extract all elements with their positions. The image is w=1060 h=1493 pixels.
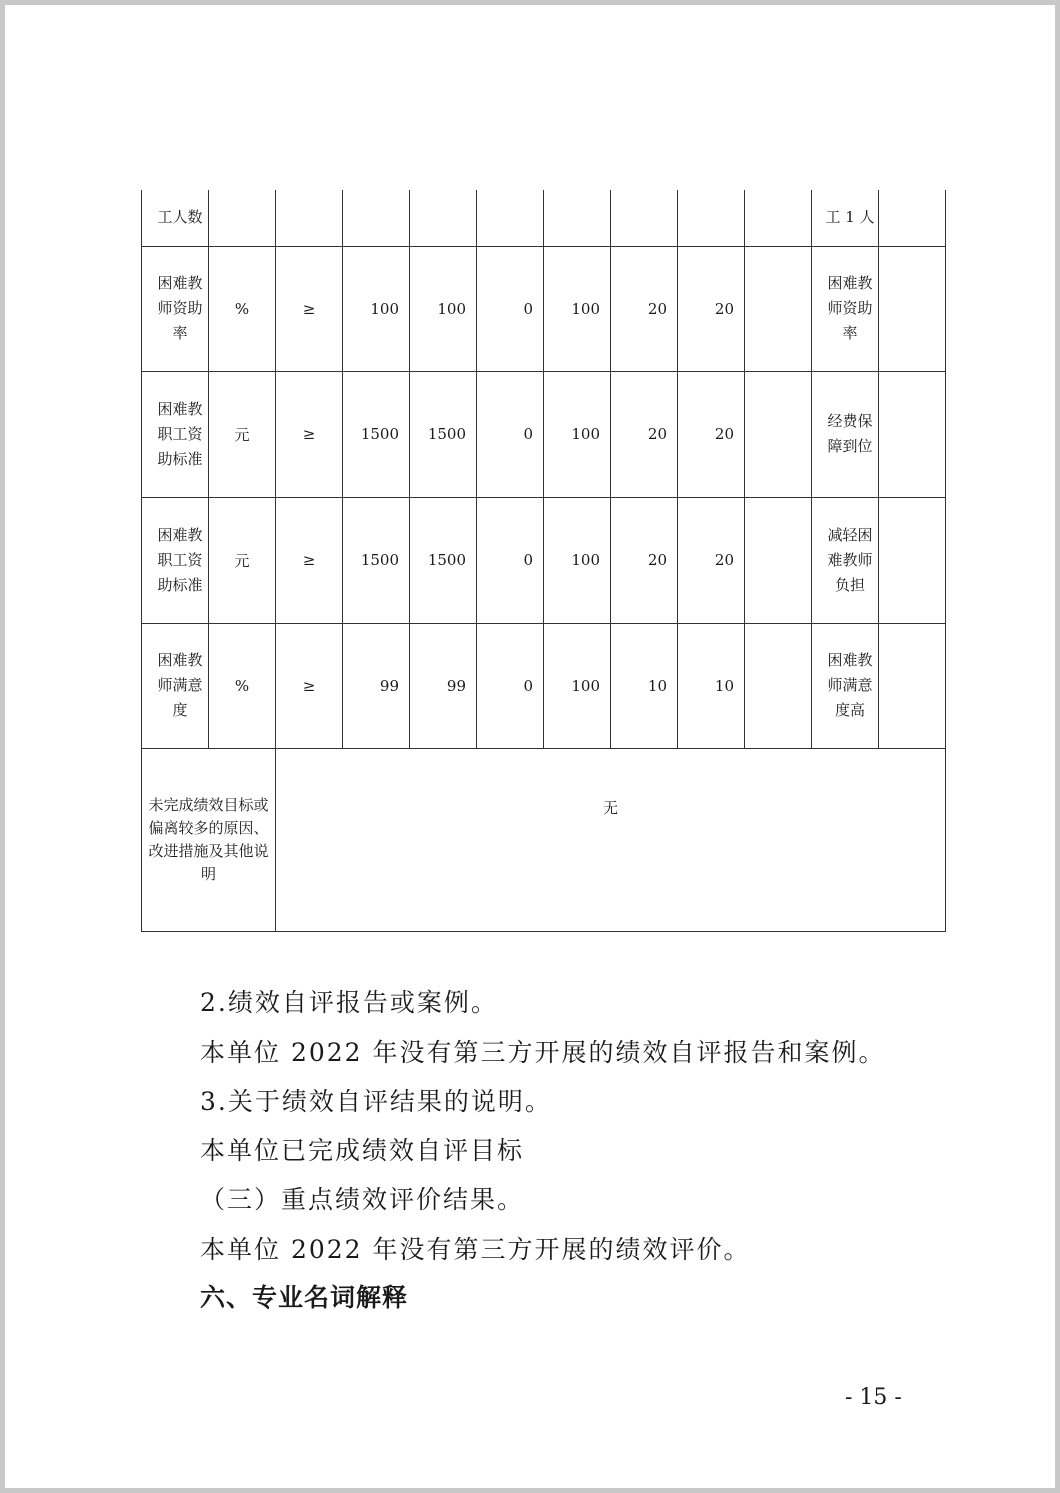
unit-cell: 元 (209, 371, 276, 497)
note-cell: 困难教师资助率 (812, 246, 879, 371)
performance-table (141, 190, 946, 932)
target-cell: 100 (343, 246, 410, 371)
section-heading-glossary: 六、专业名词解释 (200, 1283, 409, 1312)
score-cell: 20 (611, 497, 678, 623)
blank-cell (745, 190, 812, 246)
paragraph-no-third-party-eval: 本单位 2022 年没有第三方开展的绩效评价。 (200, 1235, 751, 1264)
actual-cell: 100 (410, 246, 477, 371)
target-cell: 99 (343, 623, 410, 748)
notes-value-cell: 无 (276, 748, 946, 931)
indicator-cell: 困难教职工资助标准 (142, 371, 209, 497)
indicator-cell: 困难教师资助率 (142, 246, 209, 371)
score-cell: 10 (611, 623, 678, 748)
unit-cell (209, 190, 276, 246)
extra-cell (879, 246, 946, 371)
paragraph-key-evaluation: （三）重点绩效评价结果。 (200, 1185, 525, 1214)
document-page (5, 5, 1055, 1488)
notes-row (142, 748, 946, 931)
value-cell: 100 (544, 497, 611, 623)
value-cell: 0 (477, 623, 544, 748)
actual-cell: 1500 (410, 497, 477, 623)
blank-cell (745, 497, 812, 623)
extra-cell (879, 623, 946, 748)
got-score-cell: 20 (678, 371, 745, 497)
target-cell (343, 190, 410, 246)
indicator-cell: 工人数 (142, 190, 209, 246)
value-cell: 0 (477, 371, 544, 497)
page-number: - 15 - (845, 1385, 902, 1410)
value-cell: 100 (544, 623, 611, 748)
table-row (142, 246, 946, 371)
table-row (142, 371, 946, 497)
unit-cell: 元 (209, 497, 276, 623)
actual-cell: 1500 (410, 371, 477, 497)
value-cell: 100 (544, 371, 611, 497)
extra-cell (879, 190, 946, 246)
score-cell (611, 190, 678, 246)
unit-cell: % (209, 246, 276, 371)
unit-cell: % (209, 623, 276, 748)
indicator-cell: 困难教职工资助标准 (142, 497, 209, 623)
notes-label-cell: 未完成绩效目标或偏离较多的原因、改进措施及其他说明 (142, 748, 276, 931)
got-score-cell: 10 (678, 623, 745, 748)
score-cell: 20 (611, 371, 678, 497)
note-cell: 工 1 人 (812, 190, 879, 246)
blank-cell (745, 246, 812, 371)
value-cell: 0 (477, 497, 544, 623)
operator-cell (276, 190, 343, 246)
table-row (142, 623, 946, 748)
score-cell: 20 (611, 246, 678, 371)
note-cell: 经费保障到位 (812, 371, 879, 497)
operator-cell: ≥ (276, 623, 343, 748)
got-score-cell (678, 190, 745, 246)
note-cell: 减轻困难教师负担 (812, 497, 879, 623)
actual-cell (410, 190, 477, 246)
table-row (142, 497, 946, 623)
got-score-cell: 20 (678, 246, 745, 371)
paragraph-self-eval-report: 2.绩效自评报告或案例。 (200, 988, 498, 1017)
value-cell: 0 (477, 246, 544, 371)
paragraph-completed-goals: 本单位已完成绩效自评目标 (200, 1136, 525, 1165)
operator-cell: ≥ (276, 497, 343, 623)
operator-cell: ≥ (276, 246, 343, 371)
actual-cell: 99 (410, 623, 477, 748)
table-row (142, 190, 946, 246)
note-cell: 困难教师满意度高 (812, 623, 879, 748)
extra-cell (879, 497, 946, 623)
blank-cell (745, 371, 812, 497)
got-score-cell: 20 (678, 497, 745, 623)
paragraph-no-third-party-report: 本单位 2022 年没有第三方开展的绩效自评报告和案例。 (200, 1038, 886, 1067)
operator-cell: ≥ (276, 371, 343, 497)
blank-cell (745, 623, 812, 748)
value-cell (544, 190, 611, 246)
target-cell: 1500 (343, 497, 410, 623)
value-cell: 100 (544, 246, 611, 371)
paragraph-result-explanation: 3.关于绩效自评结果的说明。 (200, 1087, 552, 1116)
target-cell: 1500 (343, 371, 410, 497)
indicator-cell: 困难教师满意度 (142, 623, 209, 748)
extra-cell (879, 371, 946, 497)
value-cell (477, 190, 544, 246)
